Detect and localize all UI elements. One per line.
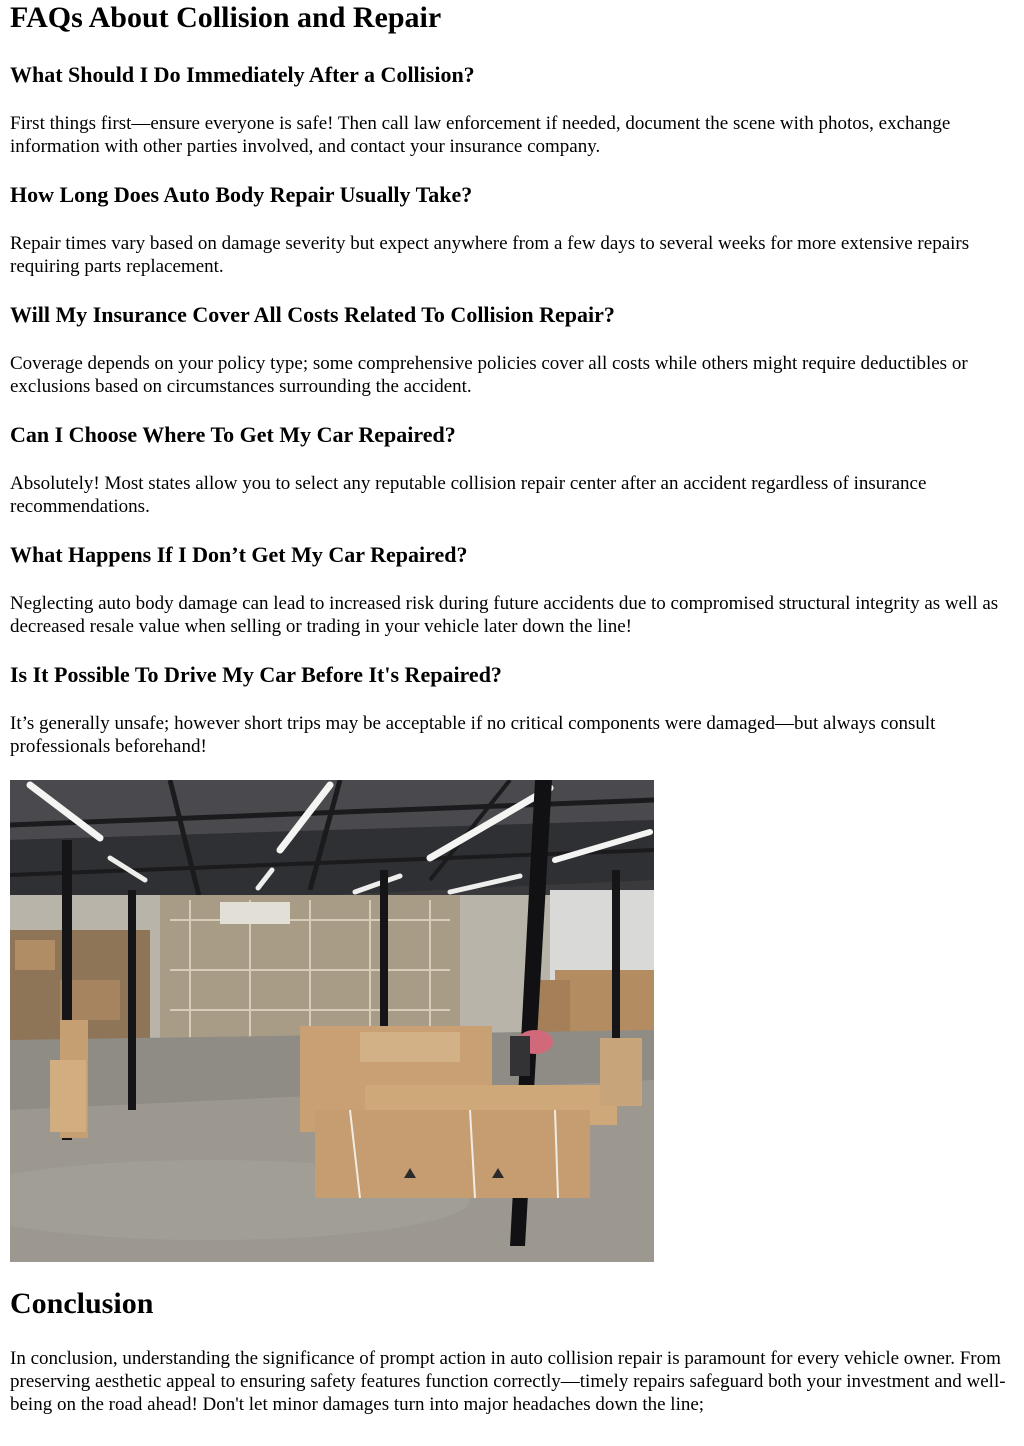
faq-answer: Coverage depends on your policy type; some comprehensive policies cover all costs while others might require deductibles or exclusions based on circumstances surrounding the accident.	[10, 353, 968, 397]
faq-item	[10, 542, 1014, 638]
faq-answer: Repair times vary based on damage severity but expect anywhere from a few days to several weeks for more extensive repairs requiring parts replacement.	[10, 233, 970, 277]
faq-item	[10, 302, 1014, 398]
faq-answer: First things first—ensure everyone is safe! Then call law enforcement if needed, document the scene with photos, exchange information with other parties involved, and contact your insurance company.	[10, 113, 951, 157]
faq-item	[10, 182, 1014, 278]
faq-answer: It’s generally unsafe; however short trips may be acceptable if no critical components were damaged—but always consult professionals beforehand!	[10, 713, 936, 757]
faq-answer: Absolutely! Most states allow you to select any reputable collision repair center after an accident regardless of insurance recommendations.	[10, 473, 927, 517]
faq-question: Can I Choose Where To Get My Car Repaired?	[10, 422, 456, 447]
faq-question: Will My Insurance Cover All Costs Related To Collision Repair?	[10, 302, 615, 327]
faq-item	[10, 62, 1014, 158]
faq-title: FAQs About Collision and Repair	[10, 1, 442, 34]
faq-item	[10, 422, 1014, 518]
faq-question: How Long Does Auto Body Repair Usually Take?	[10, 182, 473, 207]
faq-question: Is It Possible To Drive My Car Before It's Repaired?	[10, 662, 502, 687]
conclusion-text: In conclusion, understanding the significance of prompt action in auto collision repair is paramount for every vehicle owner. From preserving aesthetic appeal to ensuring safety features function correctly—timely repairs safeguard both your investment and well-being on the road ahead! Don't let minor damages turn into major headaches down the line;	[10, 1348, 1006, 1415]
conclusion-title: Conclusion	[10, 1287, 154, 1320]
faq-question: What Should I Do Immediately After a Collision?	[10, 62, 475, 87]
warehouse-photo	[10, 780, 654, 1262]
faq-question: What Happens If I Don’t Get My Car Repaired?	[10, 542, 468, 567]
faq-answer: Neglecting auto body damage can lead to increased risk during future accidents due to compromised structural integrity as well as decreased resale value when selling or trading in your vehicle later down the line!	[10, 593, 999, 637]
faq-item	[10, 662, 1014, 758]
